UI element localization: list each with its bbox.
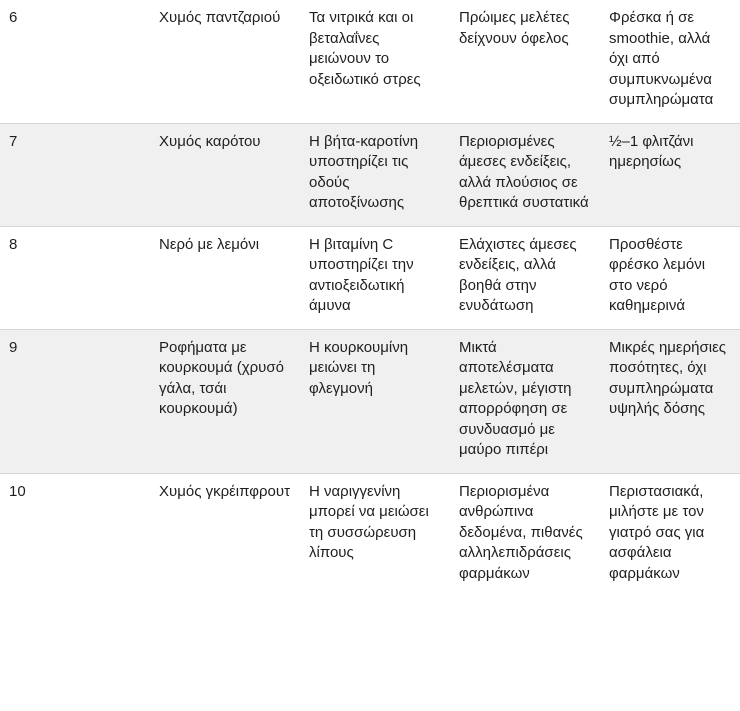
row-number: 9 [0,329,150,473]
table-row [0,123,740,226]
drink-name: Χυμός γκρέιπφρουτ [150,473,300,596]
evidence: Μικτά αποτελέσματα μελετών, μέγιστη απορρόφηση σε συνδυασμό με μαύρο πιπέρι [450,329,600,473]
usage: Μικρές ημερήσιες ποσότητες, όχι συμπληρώματα υψηλής δόσης [600,329,740,473]
usage: Περιστασιακά, μιλήστε με τον γιατρό σας για ασφάλεια φαρμάκων [600,473,740,596]
drink-name: Χυμός καρότου [150,123,300,226]
evidence: Περιορισμένες άμεσες ενδείξεις, αλλά πλούσιος σε θρεπτικά συστατικά [450,123,600,226]
row-number: 7 [0,123,150,226]
mechanism: Τα νιτρικά και οι βεταλαΐνες μειώνουν το οξειδωτικό στρες [300,0,450,123]
table-row [0,226,740,329]
usage: ½–1 φλιτζάνι ημερησίως [600,123,740,226]
drink-name: Νερό με λεμόνι [150,226,300,329]
mechanism: Η βιταμίνη C υποστηρίζει την αντιοξειδωτική άμυνα [300,226,450,329]
drink-name: Χυμός παντζαριού [150,0,300,123]
row-number: 8 [0,226,150,329]
evidence: Πρώιμες μελέτες δείχνουν όφελος [450,0,600,123]
row-number: 6 [0,0,150,123]
usage: Προσθέστε φρέσκο λεμόνι στο νερό καθημερινά [600,226,740,329]
table-row [0,473,740,596]
evidence: Ελάχιστες άμεσες ενδείξεις, αλλά βοηθά στην ενυδάτωση [450,226,600,329]
mechanism: Η βήτα-καροτίνη υποστηρίζει τις οδούς αποτοξίνωσης [300,123,450,226]
usage: Φρέσκα ή σε smoothie, αλλά όχι από συμπυκνωμένα συμπληρώματα [600,0,740,123]
drink-name: Ροφήματα με κουρκουμά (χρυσό γάλα, τσάι κουρκουμά) [150,329,300,473]
row-number: 10 [0,473,150,596]
mechanism: Η κουρκουμίνη μειώνει τη φλεγμονή [300,329,450,473]
table-row [0,329,740,473]
table-row [0,0,740,123]
evidence: Περιορισμένα ανθρώπινα δεδομένα, πιθανές αλληλεπιδράσεις φαρμάκων [450,473,600,596]
mechanism: Η ναριγγενίνη μπορεί να μειώσει τη συσσώρευση λίπους [300,473,450,596]
